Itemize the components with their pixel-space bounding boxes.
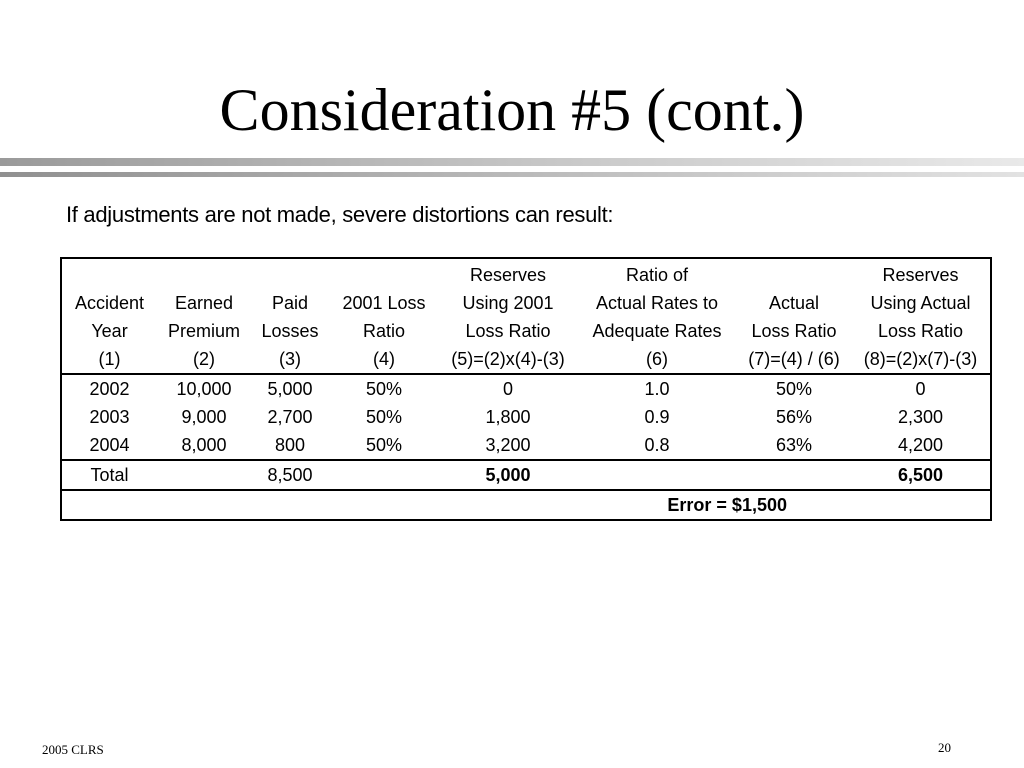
table-cell: [329, 460, 439, 490]
header-cell: Adequate Rates: [592, 320, 722, 341]
table-row: [61, 431, 991, 460]
table-cell: 4,200: [851, 431, 991, 460]
table-cell: 2003: [89, 406, 130, 427]
total-reserves-actual: 6,500: [851, 460, 991, 490]
header-cell: (8)=(2)x(7)-(3): [851, 345, 991, 374]
error-amount: Error = $1,500: [667, 494, 787, 515]
header-cell: Reserves: [469, 264, 547, 285]
table-cell: 2,300: [897, 406, 944, 427]
total-paid-losses: 8,500: [251, 460, 329, 490]
header-cell: Using Actual: [870, 292, 971, 313]
header-cell: Loss Ratio: [751, 320, 837, 341]
slide-title: Consideration #5 (cont.): [219, 77, 805, 143]
header-cell: Ratio: [362, 320, 406, 341]
table-cell: 0: [915, 378, 926, 399]
slide-subtitle: If adjustments are not made, severe distortions can result:: [66, 202, 614, 227]
header-cell: Reserves: [882, 264, 959, 285]
header-cell: Premium: [167, 320, 240, 341]
table-cell: 2004: [61, 431, 157, 460]
table-cell: 3,200: [439, 431, 577, 460]
header-cell: (4): [329, 345, 439, 374]
title-divider-top: [0, 158, 1024, 166]
header-cell: Earned: [174, 292, 234, 313]
header-cell: Actual Rates to: [595, 292, 719, 313]
header-cell: (7)=(4) / (6): [737, 345, 851, 374]
header-cell: Paid: [271, 292, 309, 313]
slide-number: 20: [938, 740, 951, 755]
table-cell: 50%: [365, 378, 403, 399]
table-cell: 50%: [775, 378, 813, 399]
table-row: [61, 403, 991, 431]
header-cell: [737, 258, 851, 289]
error-row: [61, 490, 991, 520]
header-cell: (5)=(2)x(4)-(3): [439, 345, 577, 374]
table-cell: 10,000: [176, 378, 232, 399]
header-cell: (2): [157, 345, 251, 374]
table-cell: 2002: [89, 378, 130, 399]
header-cell: [251, 258, 329, 289]
table-cell: [851, 490, 991, 520]
header-cell: Loss Ratio: [465, 320, 551, 341]
table-cell: [157, 460, 251, 490]
table-header-row: [61, 258, 991, 289]
table-cell: 8,000: [157, 431, 251, 460]
header-cell: Year: [91, 320, 128, 341]
table-header-row: [61, 317, 991, 345]
table-header-row: [61, 289, 991, 317]
table-cell: 50%: [329, 431, 439, 460]
header-cell: Accident: [74, 292, 145, 313]
table-header-row: [61, 345, 991, 374]
total-label: Total: [61, 460, 157, 490]
table-cell: 50%: [365, 406, 403, 427]
header-cell: 2001 Loss: [342, 292, 426, 313]
header-cell: Ratio of: [625, 264, 689, 285]
total-reserves-2001: 5,000: [439, 460, 577, 490]
table-cell: 0.9: [644, 406, 670, 427]
title-divider-bottom: [0, 172, 1024, 177]
header-cell: Actual: [768, 292, 820, 313]
table-cell: 9,000: [181, 406, 227, 427]
table-cell: 0: [502, 378, 513, 399]
header-cell: [329, 258, 439, 289]
loss-reserve-table: [60, 257, 992, 521]
table-cell: 0.8: [577, 431, 737, 460]
footer-copyright: 2005 CLRS: [42, 742, 104, 757]
header-cell: (1): [61, 345, 157, 374]
table-cell: 1.0: [644, 378, 670, 399]
table-cell: [61, 490, 439, 520]
header-cell: Using 2001: [462, 292, 554, 313]
table-cell: 1,800: [485, 406, 531, 427]
table-cell: [577, 460, 737, 490]
table-cell: 63%: [737, 431, 851, 460]
header-cell: (3): [251, 345, 329, 374]
table-row: [61, 374, 991, 403]
header-cell: Loss Ratio: [877, 320, 964, 341]
table-cell: 56%: [775, 406, 813, 427]
header-cell: [157, 258, 251, 289]
table-cell: [737, 460, 851, 490]
table-cell: 2,700: [267, 406, 313, 427]
header-cell: (6): [577, 345, 737, 374]
header-cell: Losses: [261, 320, 319, 341]
table-cell: 5,000: [267, 378, 313, 399]
table-cell: 800: [251, 431, 329, 460]
header-cell: [61, 258, 157, 289]
total-row: [61, 460, 991, 490]
